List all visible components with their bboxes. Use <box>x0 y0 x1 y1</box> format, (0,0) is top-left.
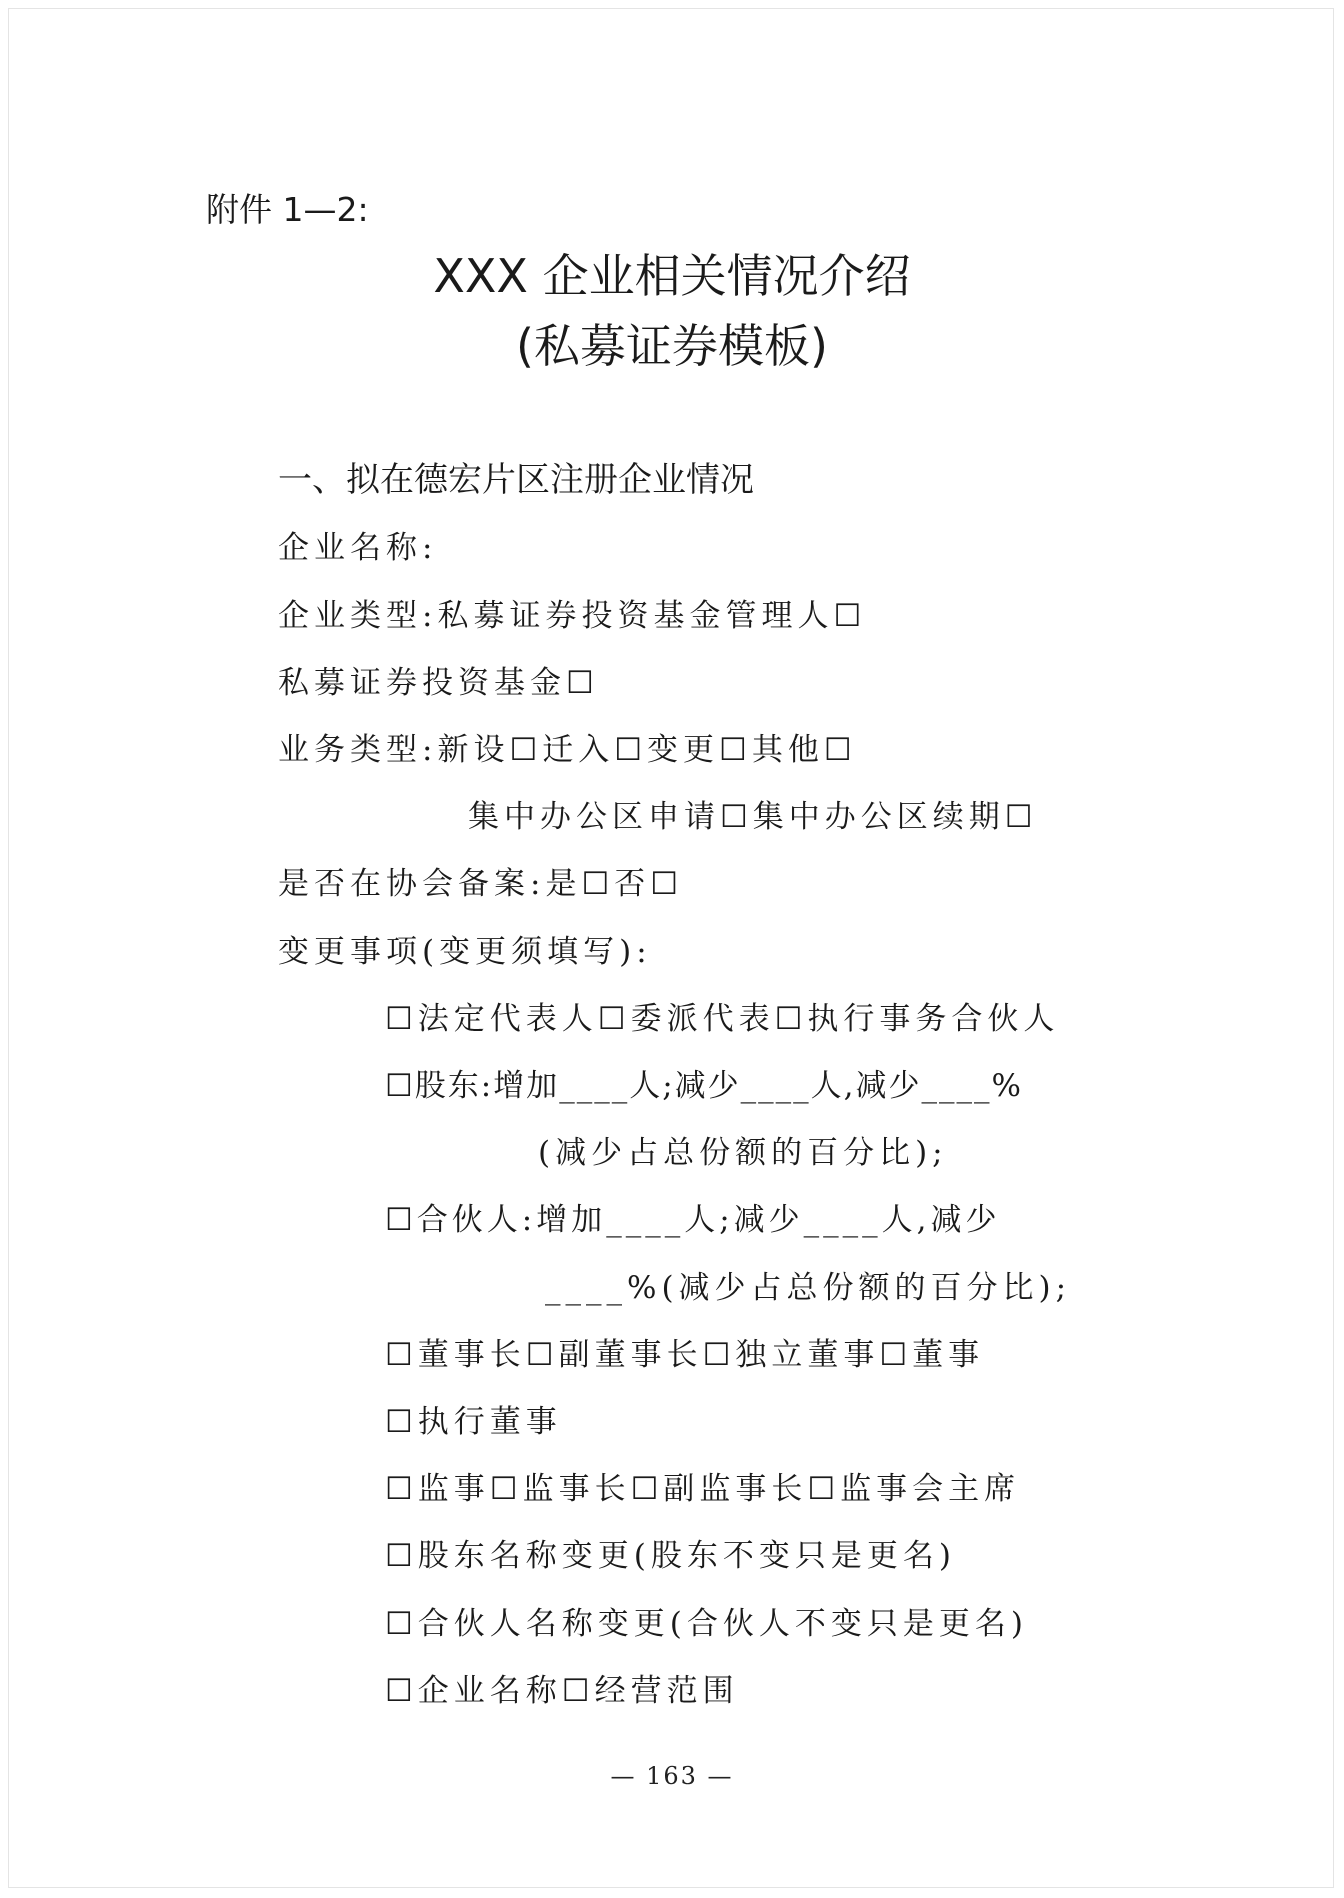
line-partner-change: ☐合伙人:增加____人;减少____人,减少 <box>385 1202 1001 1238</box>
line-change-items: 变更事项(变更须填写): <box>278 934 652 970</box>
page-number: — 163 — <box>610 1762 734 1790</box>
line-shareholder-change: ☐股东:增加____人;减少____人,减少____% <box>385 1068 1023 1104</box>
line-company-name: 企业名称: <box>278 530 438 566</box>
section-heading: 一、拟在德宏片区注册企业情况 <box>278 460 754 500</box>
line-shareholder-rename: ☐股东名称变更(股东不变只是更名) <box>385 1538 956 1574</box>
document-subtitle: (私募证券模板) <box>516 319 828 373</box>
line-association-filing: 是否在协会备案:是☐否☐ <box>278 866 684 902</box>
line-partner-rename: ☐合伙人名称变更(合伙人不变只是更名) <box>385 1606 1028 1642</box>
line-executive-director: ☐执行董事 <box>385 1404 562 1440</box>
document-title: XXX 企业相关情况介绍 <box>433 249 911 303</box>
line-partner-note: ____%(减少占总份额的百分比); <box>545 1270 1072 1306</box>
attachment-label: 附件 1—2: <box>206 190 369 229</box>
line-name-scope: ☐企业名称☐经营范围 <box>385 1673 739 1709</box>
line-shareholder-note: (减少占总份额的百分比); <box>538 1135 948 1171</box>
line-supervisors: ☐监事☐监事长☐副监事长☐监事会主席 <box>385 1471 1021 1507</box>
line-fund-type: 私募证券投资基金☐ <box>278 665 599 701</box>
line-legal-representative: ☐法定代表人☐委派代表☐执行事务合伙人 <box>385 1001 1060 1037</box>
line-company-type: 企业类型:私募证券投资基金管理人☐ <box>278 598 867 634</box>
line-office-area: 集中办公区申请☐集中办公区续期☐ <box>468 799 1038 835</box>
line-board-members: ☐董事长☐副董事长☐独立董事☐董事 <box>385 1337 985 1373</box>
line-business-type: 业务类型:新设☐迁入☐变更☐其他☐ <box>278 732 857 768</box>
